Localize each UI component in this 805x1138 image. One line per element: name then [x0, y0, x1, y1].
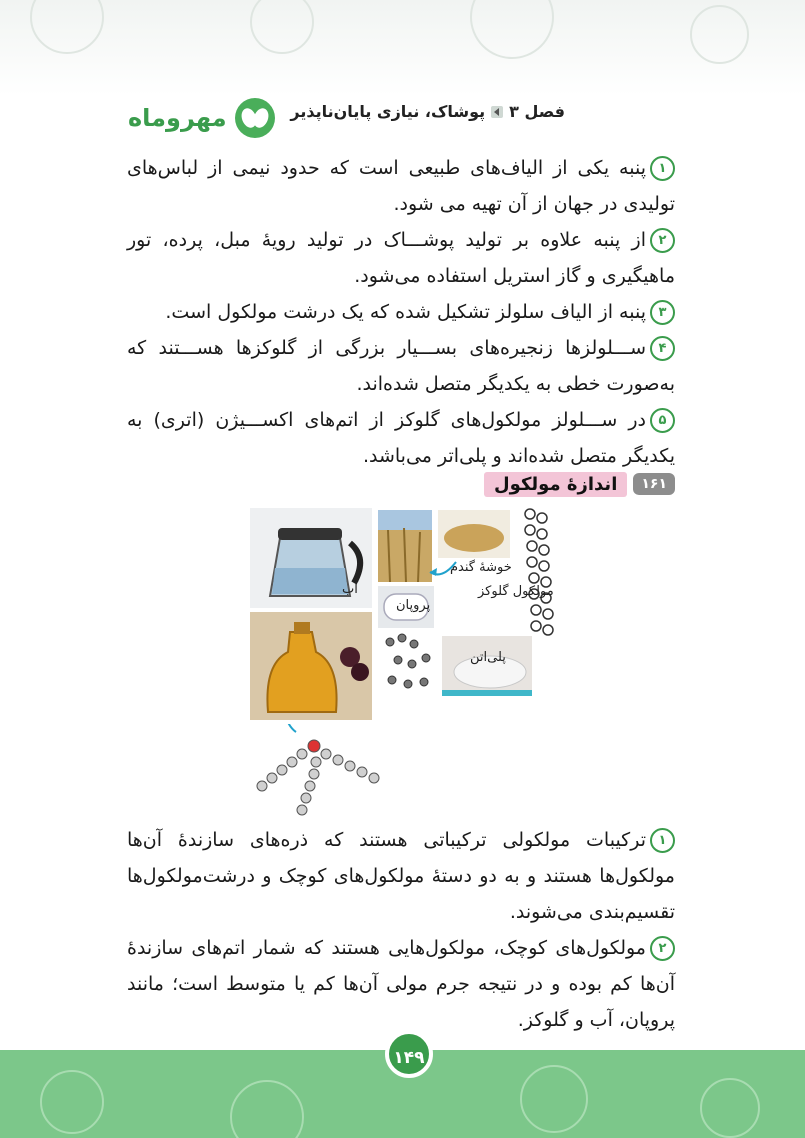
- glucose-chain-icon: [518, 508, 562, 644]
- top-background-pattern: [0, 0, 805, 95]
- section-heading: [484, 470, 675, 498]
- wheat-image: [378, 510, 432, 582]
- polyethylene-label: پلی‌اتن: [470, 650, 506, 665]
- wheat-grains-image: [438, 510, 510, 558]
- wheat-label: خوشهٔ گندم: [450, 560, 512, 575]
- top-text-block: [127, 150, 675, 474]
- glucose-label: مولکول گلوکز: [478, 584, 554, 599]
- chapter-label: فصل ۳: [509, 102, 565, 121]
- butterfly-logo-icon: [235, 98, 275, 138]
- number-badge: ۱: [650, 156, 675, 181]
- paragraph: [127, 294, 675, 330]
- paragraph: [127, 402, 675, 474]
- paragraph: [127, 330, 675, 402]
- paragraph-text: مولکول‌های کوچک، مولکول‌هایی هستند که شمار اتم‌های سازندهٔ آن‌ها کم بوده و در نتیجه جرم مولی آن‌ها کم یا متوسط است؛ مانند پروپان، آب و گلوکز.: [127, 937, 675, 1031]
- number-badge: ۳: [650, 300, 675, 325]
- paragraph-text: پنبه از الیاف سلولز تشکیل شده که یک درشت مولکول است.: [165, 301, 646, 323]
- chapter-title: پوشاک، نیازی پایان‌ناپذیر: [290, 102, 486, 121]
- number-badge: ۵: [650, 408, 675, 433]
- grains-illustration: [438, 510, 510, 558]
- wheat-illustration: [378, 510, 432, 582]
- bottom-text-block: [127, 822, 675, 1038]
- section-title: اندازهٔ مولکول: [484, 472, 627, 497]
- number-badge: ۴: [650, 336, 675, 361]
- arrow-wheat-icon: [428, 558, 458, 580]
- paragraph-text: پنبه یکی از الیاف‌های طبیعی است که حدود نیمی از لباس‌های تولیدی در جهان از آن تهیه می شود.: [127, 157, 675, 215]
- page-header: [0, 92, 805, 142]
- paragraph-text: در ســـلولز مولکول‌های گلوکز از اتم‌های اکســـیژن (اتری) به یکدیگر متصل شده‌اند و پلی‌اتر می‌باشد.: [127, 409, 675, 467]
- brand-name: مهروماه: [128, 104, 227, 132]
- chevron-left-icon: [491, 106, 503, 118]
- paragraph-text: ترکیبات مولکولی ترکیباتی هستند که ذره‌های سازندهٔ آن‌ها مولکول‌ها هستند و به دو دستهٔ مولکول‌های کوچک و درشت‌مولکول‌ها تقسیم‌بندی می‌شوند.: [127, 829, 675, 923]
- paragraph: [127, 930, 675, 1038]
- paragraph-text: از پنبه علاوه بر تولید پوشـــاک در تولید رویهٔ مبل، پرده، تور ماهیگیری و گاز استریل استفاده می‌شود.: [127, 229, 675, 287]
- paragraph-text: ســـلولزها زنجیره‌های بســـیار بزرگی از گلوکزها هســـتند که به‌صورت خطی به یکدیگر متصل شده‌اند.: [127, 337, 675, 395]
- paragraph: [127, 150, 675, 222]
- paragraph: [127, 822, 675, 930]
- section-number: ۱۶۱: [633, 473, 675, 495]
- page-number: ۱۴۹: [385, 1030, 433, 1078]
- water-label: آب: [342, 582, 358, 597]
- chapter-heading: [290, 102, 565, 121]
- molecule-size-figure: [250, 508, 560, 818]
- pellets-illustration: [442, 636, 532, 696]
- paragraph: [127, 222, 675, 294]
- number-badge: ۱: [650, 828, 675, 853]
- number-badge: ۲: [650, 228, 675, 253]
- propane-molecules-icon: [380, 630, 442, 694]
- propane-label: پروپان: [396, 598, 431, 613]
- oil-illustration: [250, 612, 372, 720]
- fat-molecule-icon: [256, 724, 386, 816]
- oil-bottle-image: [250, 612, 372, 720]
- number-badge: ۲: [650, 936, 675, 961]
- brand: [128, 98, 275, 138]
- polyethylene-image: [442, 636, 532, 696]
